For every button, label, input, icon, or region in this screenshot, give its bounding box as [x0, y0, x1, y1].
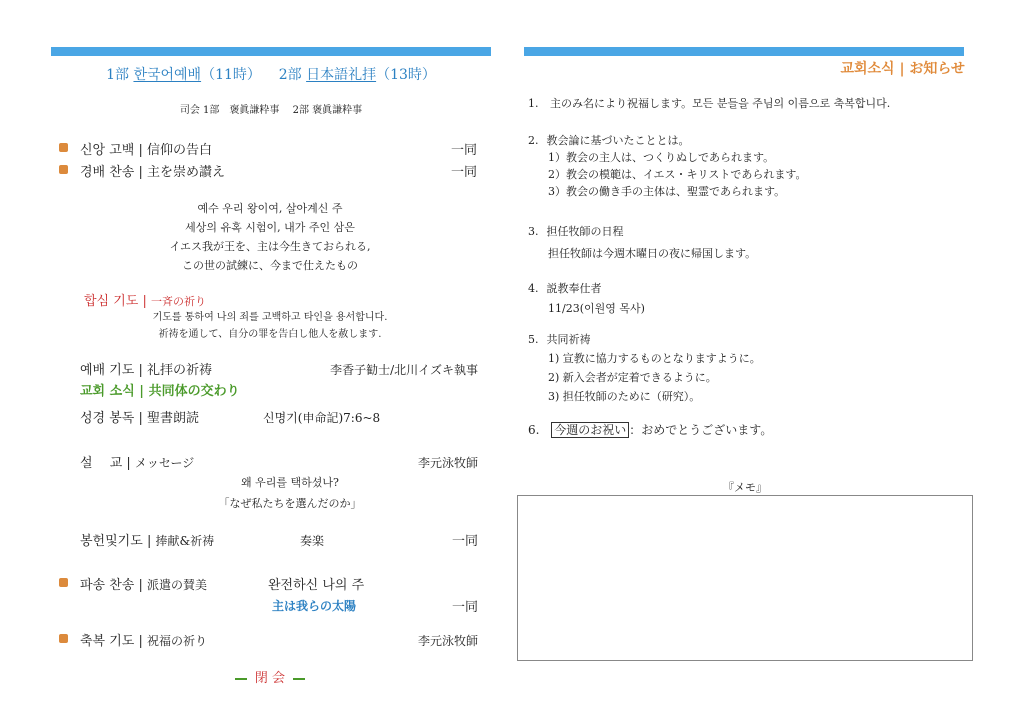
worship-prayer-ko: 예배 기도	[80, 363, 135, 378]
news-item-4	[528, 279, 968, 319]
sermon-title-ko: 왜 우리를 택하셨나?	[241, 476, 339, 489]
memo-box	[517, 495, 973, 661]
sending-ko: 파송 찬송	[80, 578, 135, 593]
praise-ko: 경배 찬송	[80, 165, 135, 180]
bullet-icon	[59, 634, 68, 643]
memo-label: 『メモ』	[723, 481, 767, 494]
separator: |	[146, 534, 152, 549]
news-item-6	[528, 422, 968, 439]
hymn-line: 세상의 유혹 시험이, 내가 주인 삼은	[185, 221, 355, 234]
church-news-item	[80, 380, 240, 399]
news-text: 主のみ名により祝福します。모든 분들을 주님의 이름으로 축복합니다.	[550, 97, 891, 110]
worship-prayer-leaders: 李香子勧士/北川イズキ執事	[330, 363, 478, 377]
news-number: 5.	[528, 333, 539, 346]
separator: |	[138, 165, 143, 180]
offering-jp: 捧献&祈祷	[155, 534, 215, 548]
hymn-line: イエス我が王を、主は今生きておられる,	[169, 240, 371, 253]
separator: |	[139, 384, 145, 399]
separator: |	[142, 294, 147, 309]
news-number: 1.	[528, 97, 539, 110]
confession-ko: 신앙 고백	[80, 143, 135, 158]
news-subitem: 3）教会の働き手の主体は、聖霊であられます。	[548, 185, 786, 198]
service-heading	[51, 64, 491, 84]
sending-title-ko: 완전하신 나의 주	[268, 578, 365, 593]
church-news-jp: 共同体の交わり	[148, 384, 240, 399]
praise-right: 一同	[450, 165, 477, 180]
right-header-bar	[524, 47, 964, 56]
sending-right: 一同	[451, 600, 478, 615]
news-text: 担任牧師の日程	[546, 225, 624, 238]
blessing-minister: 李元泳牧師	[417, 634, 478, 648]
offering-item	[80, 530, 214, 549]
news-item-3	[528, 221, 968, 265]
sermon-item	[80, 452, 194, 471]
news-text: ：おめでとうございます。	[629, 423, 773, 437]
news-subitem: 2）教会の模範は、イエス・キリストであられます。	[548, 168, 807, 181]
news-subitem: 3) 担任牧師のために（研究）。	[548, 390, 701, 403]
closing-text: 閉 会	[254, 671, 286, 686]
part1-title: 한국어예배	[133, 67, 202, 83]
separator: |	[138, 634, 143, 649]
blessing-item	[80, 630, 207, 649]
news-text: 共同祈祷	[546, 333, 591, 346]
part2-title: 日本語礼拝	[306, 67, 377, 83]
separator: |	[138, 411, 143, 426]
offering-right: 一同	[451, 534, 478, 549]
separator: |	[126, 456, 131, 471]
news-item-1	[528, 95, 890, 112]
scripture-item	[80, 407, 199, 426]
news-title: 교회소식 | お知らせ	[840, 61, 965, 77]
praise-item	[80, 161, 225, 180]
part1-label: 1部	[106, 67, 129, 83]
confession-item	[80, 139, 212, 158]
scripture-jp: 聖書朗読	[147, 411, 200, 426]
praise-jp: 主を崇め讃え	[147, 165, 226, 180]
news-subitem: 1) 宣教に協力するものとなりますように。	[548, 352, 761, 365]
closing	[200, 667, 340, 686]
separator: |	[138, 143, 143, 158]
bullet-icon	[59, 578, 68, 587]
prayer-line: 祈祷を通して、自分の罪を告白し他人を赦します.	[158, 329, 382, 340]
dash-right	[293, 678, 305, 680]
news-text: 説教奉仕者	[546, 282, 602, 295]
sending-title-jp: 主は我らの太陽	[272, 599, 357, 613]
part1-time: （11時）	[201, 67, 261, 83]
separator: |	[138, 363, 143, 378]
news-subitem: 1）教会の主人は、つくりぬしであられます。	[548, 151, 775, 164]
news-number: 6.	[528, 423, 540, 437]
confession-jp: 信仰の告白	[147, 143, 213, 158]
dash-left	[235, 678, 247, 680]
hymn-lyrics	[120, 199, 420, 275]
news-item-2	[528, 132, 968, 200]
news-text: 教会論に基づいたこととは。	[546, 134, 690, 147]
hymn-line: 예수 우리 왕이여, 살아계신 주	[197, 202, 343, 215]
sending-item	[80, 574, 207, 593]
offering-music: 奏楽	[300, 534, 325, 548]
blessing-jp: 祝福の祈り	[147, 634, 208, 648]
sermon-ko: 설 교	[80, 456, 123, 471]
left-header-bar	[51, 47, 491, 56]
bullet-icon	[59, 165, 68, 174]
part2-label: 2部	[278, 67, 302, 83]
celebration-label: 今週のお祝い	[551, 422, 629, 438]
separator: |	[138, 578, 143, 593]
sermon-title-jp: 「なぜ私たちを選んだのか」	[218, 497, 362, 510]
news-item-5	[528, 330, 968, 406]
church-news-ko: 교회 소식	[80, 384, 135, 399]
news-subitem: 11/23(이원영 목사)	[548, 302, 645, 315]
sending-jp: 派遣の賛美	[147, 578, 208, 592]
worship-prayer-jp: 礼拝の祈祷	[147, 363, 213, 378]
scripture-reference: 신명기(申命記)7:6~8	[263, 411, 381, 425]
presider-line: 司会 1部 褒眞謙粋事 2部 褒眞謙粋事	[179, 105, 363, 116]
part2-time: （13時）	[376, 67, 436, 83]
news-number: 2.	[528, 134, 539, 147]
worship-prayer-item	[80, 359, 212, 378]
prayer-item	[84, 290, 206, 309]
prayer-text	[120, 309, 420, 343]
scripture-ko: 성경 봉독	[80, 411, 135, 426]
blessing-ko: 축복 기도	[80, 634, 135, 649]
confession-right: 一同	[450, 143, 477, 158]
prayer-ko: 합심 기도	[84, 294, 139, 309]
news-number: 4.	[528, 282, 539, 295]
news-number: 3.	[528, 225, 539, 238]
sermon-preacher: 李元泳牧師	[417, 456, 478, 470]
sermon-jp: メッセージ	[134, 456, 195, 470]
hymn-line: この世の試練に、今まで仕えたもの	[182, 259, 358, 272]
offering-ko: 봉헌및기도	[80, 534, 143, 549]
news-subitem: 2) 新入会者が定着できるように。	[548, 371, 717, 384]
sermon-title	[170, 472, 410, 514]
bullet-icon	[59, 143, 68, 152]
news-subitem: 担任牧師は今週木曜日の夜に帰国します。	[548, 247, 757, 260]
prayer-jp: 一斉の祈り	[151, 295, 207, 308]
prayer-line: 기도를 통하여 나의 죄를 고백하고 타인을 용서합니다.	[152, 312, 388, 323]
